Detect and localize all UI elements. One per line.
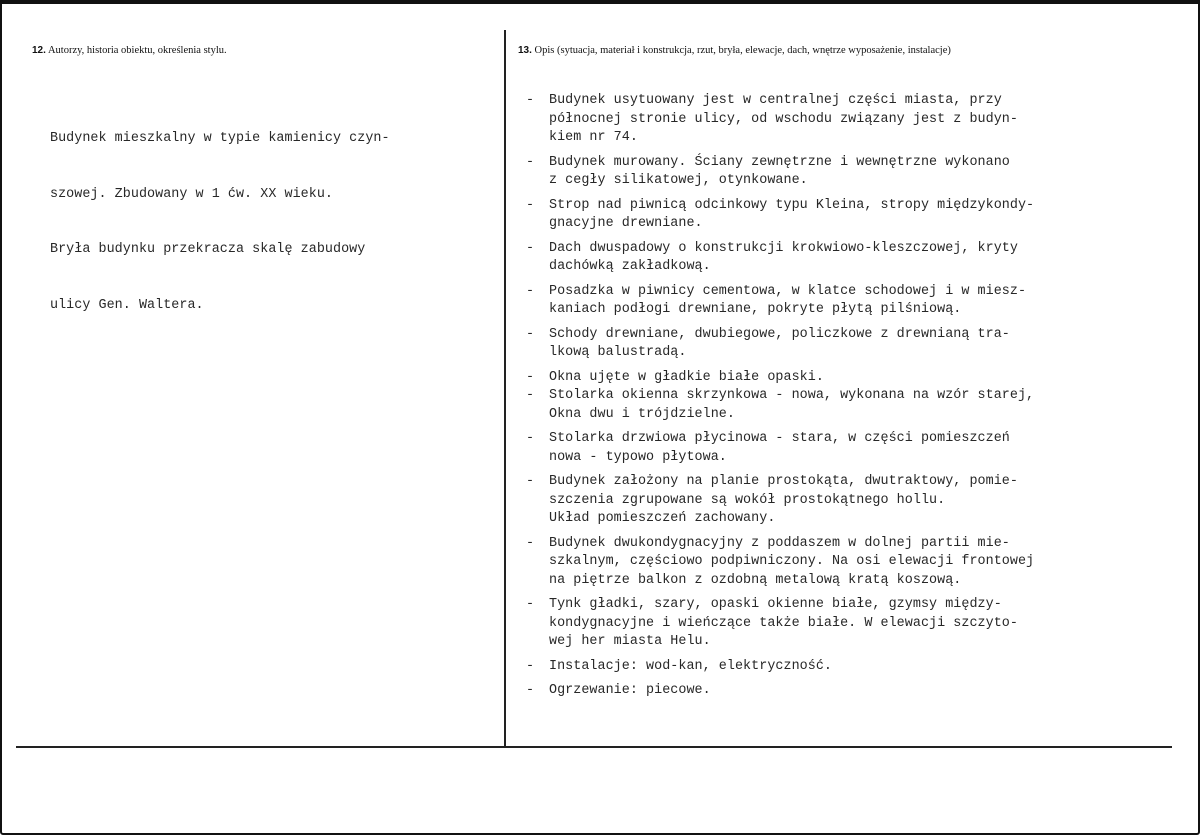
list-dash: - bbox=[526, 197, 535, 213]
description-item-text: Dach dwuspadowy o konstrukcji krokwiowo-kleszczowej, kryty dachówką zakładkową. bbox=[549, 240, 1018, 274]
section-12-heading bbox=[32, 44, 227, 58]
list-dash: - bbox=[526, 283, 535, 299]
description-item bbox=[526, 387, 1034, 424]
list-dash: - bbox=[526, 369, 535, 385]
column-divider bbox=[504, 30, 506, 746]
description-item bbox=[526, 92, 1034, 148]
list-dash: - bbox=[526, 535, 535, 551]
description-item bbox=[526, 283, 1034, 320]
section-13-list bbox=[526, 92, 1034, 707]
description-item bbox=[526, 430, 1034, 467]
description-item bbox=[526, 197, 1034, 234]
section-13-number: 13. bbox=[518, 45, 532, 56]
list-dash: - bbox=[526, 658, 535, 674]
section-12-body bbox=[50, 93, 390, 334]
description-item-text: Budynek dwukondygnacyjny z poddaszem w dolnej partii mie- szkalnym, częściowo podpiwniczony. Na osi elewacji frontowej na piętrze balkon z ozdobną metalową kratą koszową. bbox=[549, 535, 1035, 588]
description-item bbox=[526, 369, 1034, 388]
description-item bbox=[526, 154, 1034, 191]
description-item-text: Budynek usytuowany jest w centralnej części miasta, przy północnej stronie ulicy, od wschodu związany jest z budyn- kiem nr 74. bbox=[549, 93, 1018, 145]
description-item-text: Budynek murowany. Ściany zewnętrzne i wewnętrzne wykonano z cegły silikatowej, otynkowane. bbox=[549, 154, 1010, 188]
description-item-text: Instalacje: wod-kan, elektryczność. bbox=[549, 658, 832, 674]
bottom-rule bbox=[16, 746, 1172, 748]
description-item-text: Stolarka okienna skrzynkowa - nowa, wykonana na wzór starej, Okna dwu i trójdzielne. bbox=[549, 388, 1035, 422]
section-12-number: 12. bbox=[32, 45, 46, 56]
list-dash: - bbox=[526, 326, 535, 342]
description-item bbox=[526, 658, 1034, 677]
description-item bbox=[526, 596, 1034, 652]
description-item bbox=[526, 682, 1034, 701]
section-12-line: Budynek mieszkalny w typie kamienicy czyn- bbox=[50, 131, 390, 146]
section-13-title: Opis (sytuacja, materiał i konstrukcja, rzut, bryła, elewacje, dach, wnętrze wyposażenie, instalacje) bbox=[534, 45, 951, 56]
description-item-text: Posadzka w piwnicy cementowa, w klatce schodowej i w miesz- kaniach podłogi drewniane, pokryte płytą pilśniową. bbox=[549, 283, 1027, 317]
section-13-heading bbox=[518, 44, 951, 58]
list-dash: - bbox=[526, 388, 535, 403]
description-item-text: Strop nad piwnicą odcinkowy typu Kleina, stropy międzykondy- gnacyjne drewniane. bbox=[549, 197, 1035, 231]
section-12-line: szowej. Zbudowany w 1 ćw. XX wieku. bbox=[50, 186, 333, 202]
section-12-line: Bryła budynku przekracza skalę zabudowy bbox=[50, 242, 366, 257]
description-item bbox=[526, 326, 1034, 363]
section-12-title: Autorzy, historia obiektu, określenia stylu. bbox=[47, 45, 227, 56]
description-item bbox=[526, 473, 1034, 529]
description-item-text: Schody drewniane, dwubiegowe, policzkowe z drewnianą tra- lkową balustradą. bbox=[549, 326, 1010, 360]
description-item-text: Tynk gładki, szary, opaski okienne białe, gzymsy między- kondygnacyjne i wieńczące także białe. W elewacji szczyto- wej her miasta Helu. bbox=[549, 597, 1018, 649]
list-dash: - bbox=[526, 240, 535, 256]
description-item bbox=[526, 240, 1034, 277]
description-item bbox=[526, 535, 1034, 591]
list-dash: - bbox=[526, 93, 535, 108]
section-12-line: ulicy Gen. Waltera. bbox=[50, 297, 204, 313]
list-dash: - bbox=[526, 431, 535, 446]
list-dash: - bbox=[526, 597, 535, 612]
list-dash: - bbox=[526, 474, 535, 489]
description-item-text: Okna ujęte w gładkie białe opaski. bbox=[549, 369, 824, 385]
description-item-text: Budynek założony na planie prostokąta, dwutraktowy, pomie- szczenia zgrupowane są wokół prostokątnego hollu. Układ pomieszczeń zachowany. bbox=[549, 474, 1018, 526]
list-dash: - bbox=[526, 683, 535, 698]
description-item-text: Ogrzewanie: piecowe. bbox=[549, 683, 711, 698]
description-item-text: Stolarka drzwiowa płycinowa - stara, w części pomieszczeń nowa - typowo płytowa. bbox=[549, 431, 1010, 465]
list-dash: - bbox=[526, 154, 535, 170]
